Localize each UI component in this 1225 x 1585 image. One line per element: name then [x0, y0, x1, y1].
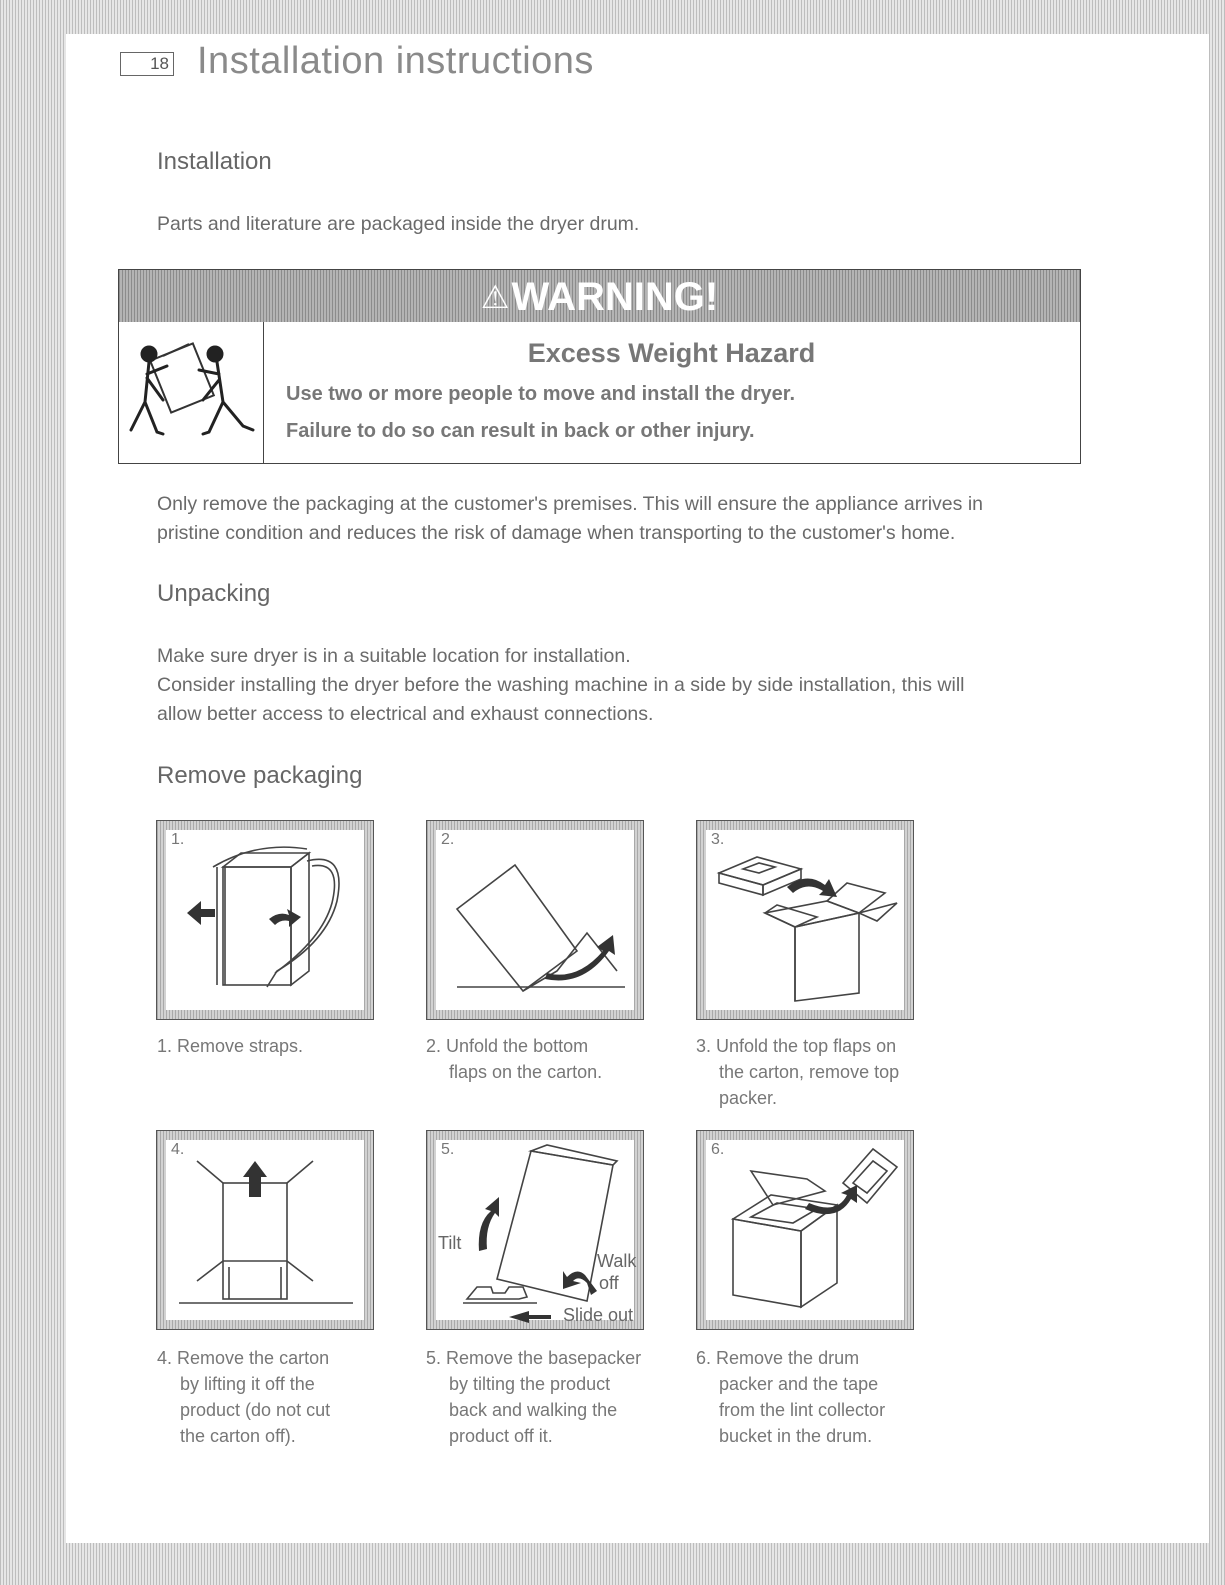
step-2-caption [426, 1033, 602, 1085]
warning-line-1: Use two or more people to move and install the dryer. [286, 383, 796, 405]
warning-triangle-icon: ⚠ [480, 279, 510, 315]
walk-label: Walk [597, 1251, 637, 1271]
step-6-caption-line: from the lint collector [719, 1400, 886, 1420]
step-4-caption-line: 4. Remove the carton [157, 1348, 330, 1368]
step-2-number: 2. [441, 831, 455, 848]
step-4-caption-line: product (do not cut [180, 1400, 331, 1420]
unpacking-heading: Unpacking [157, 580, 271, 607]
warning-line-2: Failure to do so can result in back or other injury. [286, 420, 755, 442]
step-2-caption-line: 2. Unfold the bottom [426, 1036, 589, 1056]
step-6-caption [696, 1345, 885, 1449]
step-6-image [696, 1130, 914, 1330]
step-4-caption-line: the carton off). [180, 1426, 296, 1446]
step-1-caption [157, 1033, 303, 1059]
step-5-image [426, 1130, 644, 1330]
off-label: off [599, 1273, 619, 1293]
slide-out-label: Slide out [563, 1305, 634, 1325]
unpacking-line-2: Consider installing the dryer before the washing machine in a side by side installation, this will [157, 674, 965, 696]
two-people-lifting-icon [119, 322, 264, 463]
step-2-image [426, 820, 644, 1020]
step-3-image [696, 820, 914, 1020]
warning-box [118, 269, 1081, 464]
step-3-caption-line: packer. [719, 1088, 778, 1108]
step-5-caption-line: by tilting the product [449, 1374, 611, 1394]
step-5-caption-line: 5. Remove the basepacker [426, 1348, 642, 1368]
step-5-caption-line: back and walking the [449, 1400, 618, 1420]
step-6-number: 6. [711, 1141, 725, 1158]
step-1-caption-line: 1. Remove straps. [157, 1036, 304, 1056]
scan-edge-bottom [0, 1543, 1225, 1585]
scan-edge-left [0, 0, 66, 1585]
step-5-number: 5. [441, 1141, 455, 1158]
step-3-caption-line: the carton, remove top [719, 1062, 900, 1082]
unpacking-line-1: Make sure dryer is in a suitable location for installation. [157, 645, 631, 667]
scan-edge-top [0, 0, 1225, 34]
installation-heading: Installation [157, 148, 272, 175]
step-2-caption-line: flaps on the carton. [449, 1062, 603, 1082]
step-4-image [156, 1130, 374, 1330]
step-6-caption-line: bucket in the drum. [719, 1426, 873, 1446]
installation-text: Parts and literature are packaged inside the dryer drum. [157, 213, 640, 235]
step-3-caption [696, 1033, 899, 1111]
packaging-note-line-1: Only remove the packaging at the customer's premises. This will ensure the appliance arrives in [157, 493, 983, 515]
page-title: Installation instructions [197, 40, 594, 82]
warning-banner-text: WARNING! [511, 275, 719, 319]
step-5-caption-line: product off it. [449, 1426, 553, 1446]
packaging-note-line-2: pristine condition and reduces the risk of damage when transporting to the customer's home. [157, 522, 956, 544]
step-4-caption [157, 1345, 330, 1449]
step-6-caption-line: packer and the tape [719, 1374, 879, 1394]
step-4-number: 4. [171, 1141, 185, 1158]
step-1-number: 1. [171, 831, 185, 848]
warning-title: Excess Weight Hazard [527, 338, 816, 368]
step-1-image [156, 820, 374, 1020]
step-3-caption-line: 3. Unfold the top flaps on [696, 1036, 897, 1056]
remove-packaging-heading: Remove packaging [157, 762, 363, 789]
step-4-caption-line: by lifting it off the [180, 1374, 315, 1394]
step-6-caption-line: 6. Remove the drum [696, 1348, 860, 1368]
step-3-number: 3. [711, 831, 725, 848]
scan-edge-right [1209, 0, 1225, 1585]
tilt-label: Tilt [438, 1233, 462, 1253]
step-5-caption [426, 1345, 641, 1449]
unpacking-line-3: allow better access to electrical and exhaust connections. [157, 703, 654, 725]
warning-banner [119, 270, 1080, 322]
page-number: 18 [120, 52, 174, 76]
